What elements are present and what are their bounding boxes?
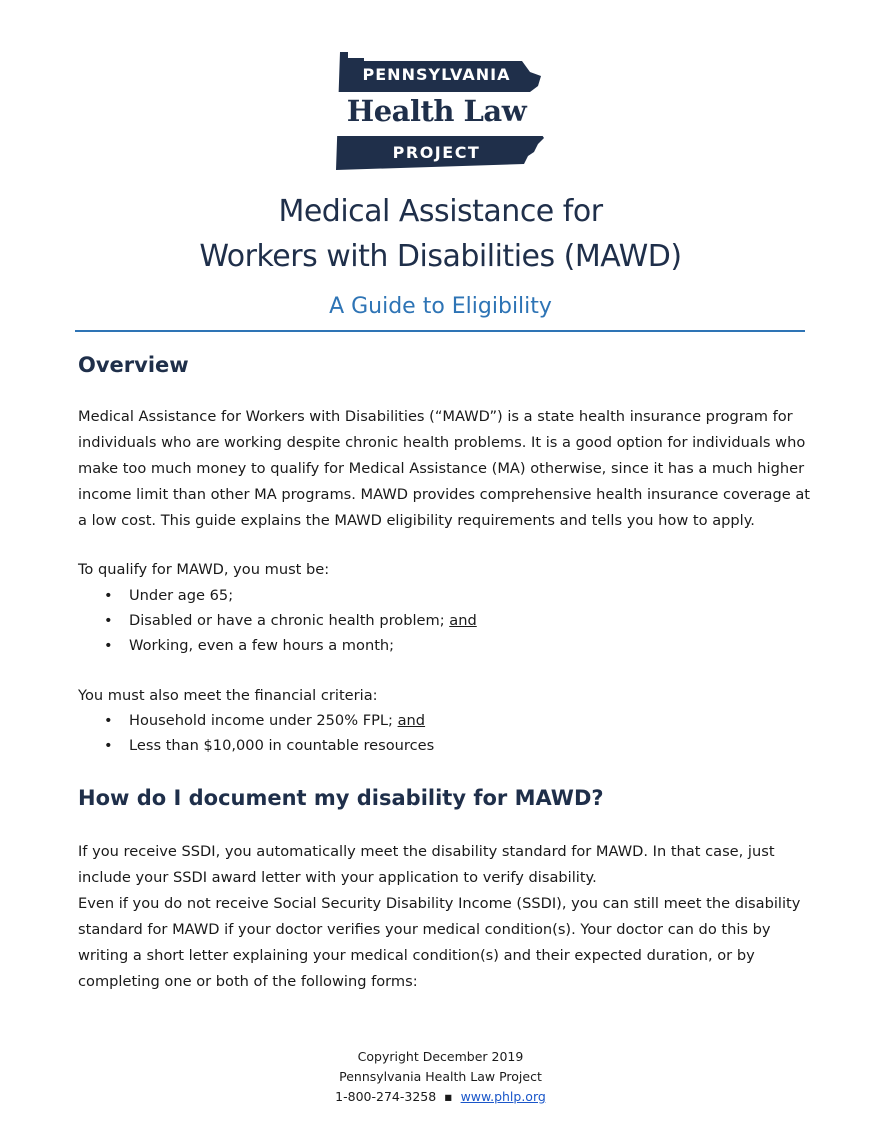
qualify-intro [78,557,808,583]
document-line: If you receive SSDI, you automatically meet the disability standard for MAWD. In that case, just [78,843,775,860]
footer-separator-icon: ▪ [444,1089,453,1104]
logo-line-health-law: Health Law [346,94,527,128]
footer-copyright: Copyright December 2019 [357,1049,524,1064]
bullet-icon: • [104,737,113,754]
list-item [104,733,434,758]
qualify-list [104,583,477,658]
document-line: include your SSDI award letter with your application to verify disability. [78,869,597,886]
bullet-icon: • [104,587,113,604]
document-disability-paragraph [78,839,808,995]
list-item-text: Household income under 250% FPL; [129,712,398,729]
title-divider [75,330,805,332]
footer-org: Pennsylvania Health Law Project [339,1069,542,1084]
financial-intro-text: You must also meet the financial criteria: [78,687,378,704]
list-item-emphasis: and [449,612,477,629]
document-line: writing a short letter explaining your medical condition(s) and their expected duration, or by [78,947,755,964]
footer-website-link[interactable]: www.phlp.org [460,1089,546,1104]
overview-line: Medical Assistance for Workers with Disabilities (“MAWD”) is a state health insurance program for [78,408,793,425]
document-line: completing one or both of the following forms: [78,973,418,990]
document-line: standard for MAWD if your doctor verifies your medical condition(s). Your doctor can do this by [78,921,771,938]
logo-line-project: PROJECT [392,143,481,162]
list-item [104,708,434,733]
overview-heading: Overview [78,353,189,377]
list-item [104,633,477,658]
logo-line-pennsylvania: PENNSYLVANIA [362,65,511,84]
list-item-text: Working, even a few hours a month; [129,637,395,654]
footer-phone: 1-800-274-3258 [335,1089,437,1104]
phlp-logo [334,52,548,170]
overview-line: a low cost. This guide explains the MAWD eligibility requirements and tells you how to apply. [78,512,755,529]
document-disability-heading: How do I document my disability for MAWD? [78,786,604,810]
page-subtitle: A Guide to Eligibility [329,294,552,319]
overview-line: individuals who are working despite chronic health problems. It is a good option for individuals who [78,434,806,451]
page-title-line-1: Medical Assistance for [278,194,603,229]
document-line: Even if you do not receive Social Security Disability Income (SSDI), you can still meet the disability [78,895,801,912]
list-item [104,608,477,633]
overview-line: make too much money to qualify for Medical Assistance (MA) otherwise, since it has a much higher [78,460,805,477]
bullet-icon: • [104,637,113,654]
page-footer [0,1047,881,1107]
list-item-text: Less than $10,000 in countable resources [129,737,435,754]
bullet-icon: • [104,612,113,629]
list-item-emphasis: and [397,712,426,729]
bullet-icon: • [104,712,113,729]
footer-contact [0,1087,881,1107]
financial-list [104,708,434,758]
list-item-text: Disabled or have a chronic health problem; [129,612,450,629]
overview-paragraph [78,404,811,534]
financial-intro [78,683,808,709]
overview-line: income limit than other MA programs. MAWD provides comprehensive health insurance coverage at [78,486,811,503]
list-item-text: Under age 65; [129,587,234,604]
page-title-line-2: Workers with Disabilities (MAWD) [199,239,682,274]
list-item [104,583,477,608]
qualify-intro-text: To qualify for MAWD, you must be: [78,561,330,578]
